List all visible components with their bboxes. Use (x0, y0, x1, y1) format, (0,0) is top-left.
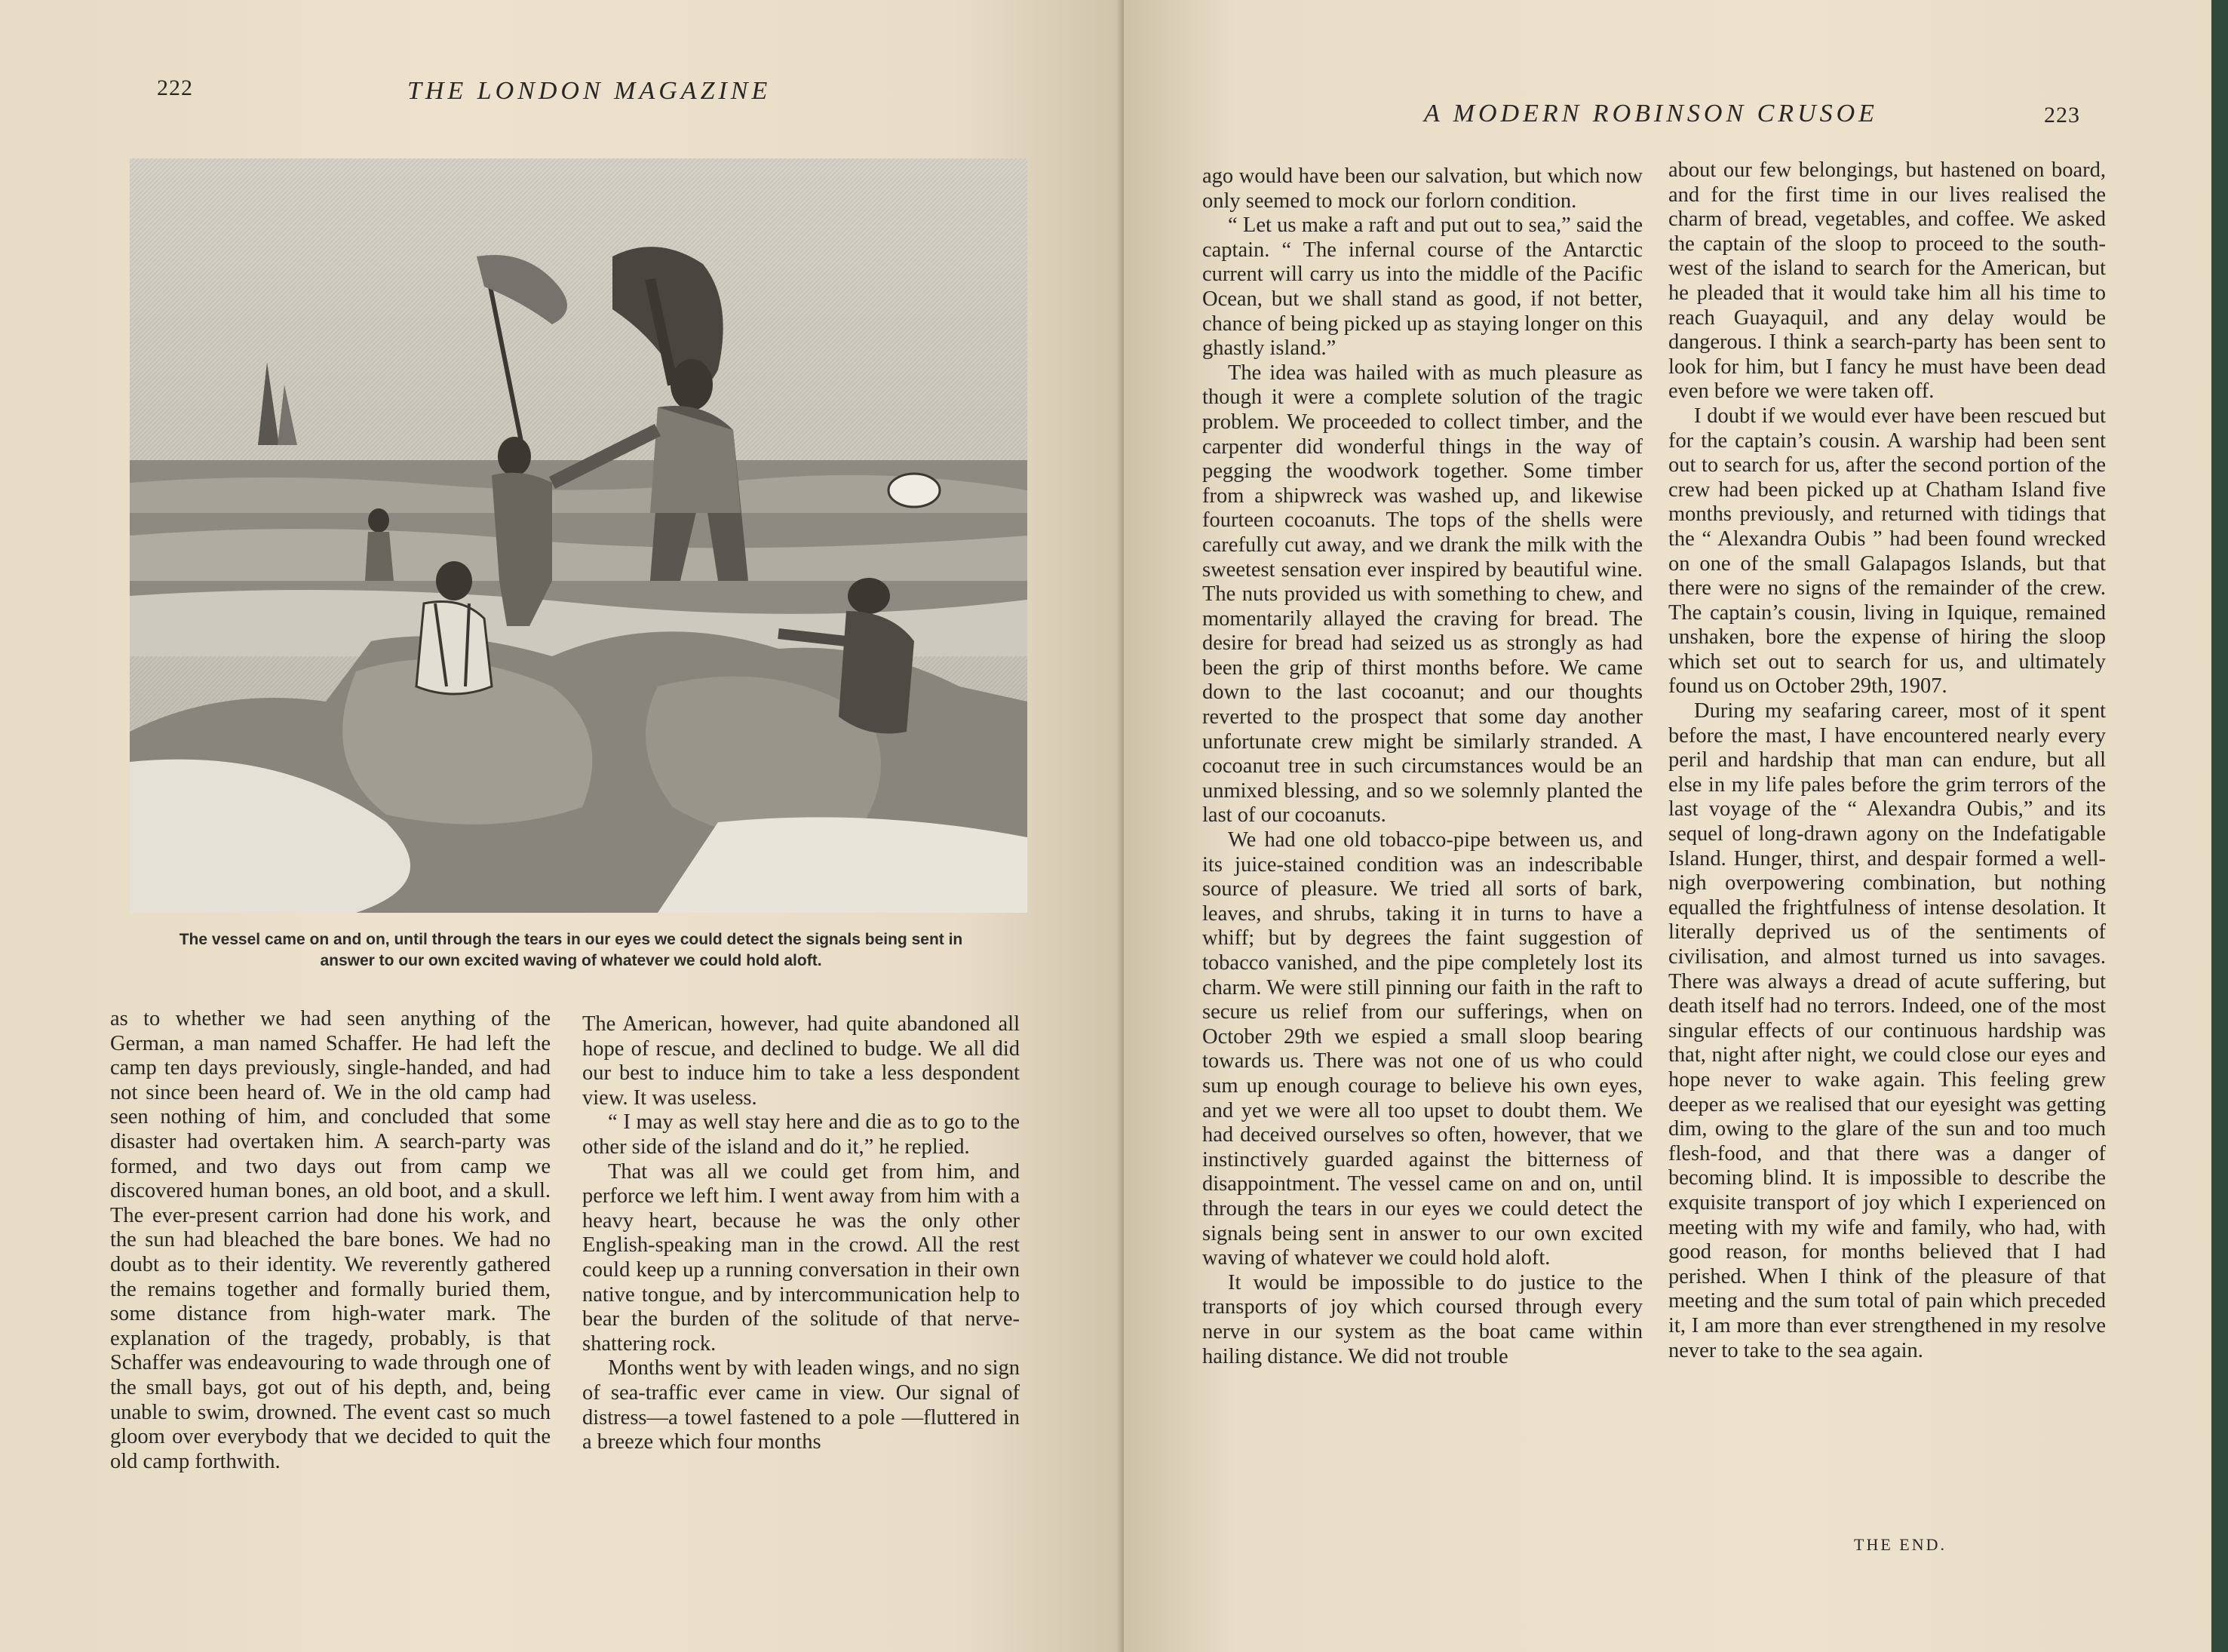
castaways-signalling-engraving-icon (130, 158, 1027, 913)
paragraph: “ Let us make a raft and put out to sea,” said the captain. “ The infernal course of the Antarctic current will carry us into the middle of the Pacific Ocean, but we shall stand as good, if not better, chance of being picked up as staying longer on this ghastly island.” (1202, 213, 1643, 361)
page-number-right: 223 (2044, 103, 2080, 127)
paragraph: The idea was hailed with as much pleasure as though it were a complete solution of the tragic problem. We proceeded to collect timber, and the carpenter did wonderful things in the way of pegging the woodwork together. Some timber from a shipwreck was washed up, and likewise fourteen cocoanuts. The tops of the shells were carefully cut away, and we drank the milk with the sweetest sensation ever inspired by beautiful wine. The nuts provided us with something to chew, and momentarily allayed the craving for bread. The desire for bread had seized us as strongly as had been the grip of thirst months before. We came down to the last cocoanut; and our thoughts reverted to the prospect that some day another unfortunate crew might be similarly stranded. A cocoanut tree in such circumstances would be an unmixed blessing, and so we solemnly planted the last of our cocoanuts. (1202, 361, 1643, 828)
left-page-column-1 (110, 1007, 551, 1474)
paragraph: It would be impossible to do justice to the transports of joy which coursed through every nerve in our system as the boat came within hailing distance. We did not trouble (1202, 1270, 1643, 1368)
left-page-column-2 (582, 1012, 1020, 1455)
paragraph: We had one old tobacco-pipe between us, and its juice-stained condition was an indescribable source of pleasure. We tried all sorts of bark, leaves, and shrubs, taking it in turns to have a whiff; but by degrees the faint suggestion of tobacco vanished, and the pipe completely lost its charm. We were still pinning our faith in the raft to secure us relief from our sufferings, when on October 29th we espied a small sloop bearing towards us. There was not one of us who could sum up enough courage to believe his own eyes, and yet we were all too upset to doubt them. We had deceived ourselves so often, however, that we instinctively guarded against the bitterness of disappointment. The vessel came on and on, until through the tears in our eyes we could detect the signals being sent in answer to our own excited waving of whatever we could hold aloft. (1202, 828, 1643, 1270)
paragraph: I doubt if we would ever have been rescued but for the captain’s cousin. A warship had been sent out to search for us, after the second portion of the crew had been picked up at Chatham Island five months previously, and returned with tidings that the “ Alexandra Oubis ” had been found wrecked on one of the small Galapagos Islands, but that there were no signs of the remainder of the crew. The captain’s cousin, living in Iquique, remained unshaken, bore the expense of hiring the sloop which set out to search for us, and ultimately found us on October 29th, 1907. (1668, 404, 2106, 699)
paragraph: That was all we could get from him, and perforce we left him. I went away from him with a heavy heart, because he was the only other English-speaking man in the crowd. All the rest could keep up a running conversation in their own native tongue, and by intercommunication help to bear the burden of the solitude of that nerve-shattering rock. (582, 1159, 1020, 1356)
paragraph: about our few belongings, but hastened on board, and for the first time in our lives realised the charm of bread, vegetables, and coffee. We asked the captain of the sloop to proceed to the south-west of the island to search for the American, but he pleaded that it would take him all his time to reach Guayaquil, and any delay would be dangerous. I think a search-party has been sent to look for him, but I fancy he must have been dead even before we were taken off. (1668, 158, 2106, 404)
paragraph: The American, however, had quite abandoned all hope of rescue, and declined to budge. We all did our best to induce him to take a less despondent view. It was useless. (582, 1012, 1020, 1110)
paragraph: as to whether we had seen anything of the German, a man named Schaffer. He had left the camp ten days previously, single-handed, and had not since been heard of. We in the old camp had seen nothing of him, and concluded that some disaster had overtaken him. A search-party was formed, and two days out from camp we discovered human bones, an old boot, and a skull. The ever-present carrion had done his work, and the sun had bleached the bare bones. We had no doubt as to their identity. We reverently gathered the remains together and formally buried them, some distance from high-water mark. The explanation of the tragedy, probably, is that Schaffer was endeavouring to wade through one of the small bays, got out of his depth, and, being unable to swim, drowned. The event cast so much gloom over everybody that we decided to quit the old camp forthwith. (110, 1007, 551, 1473)
illustration-caption: The vessel came on and on, until through the tears in our eyes we could detect the signals being sent in answer to our own excited waving of whatever we could hold aloft. (179, 931, 963, 969)
right-page (1124, 0, 2228, 1652)
cover-edge (2211, 0, 2228, 1652)
running-head-left: THE LONDON MAGAZINE (407, 77, 772, 105)
right-page-column-2 (1668, 158, 2106, 1363)
paragraph: “ I may as well stay here and die as to go to the other side of the island and do it,” he replied. (582, 1110, 1020, 1159)
right-page-column-1 (1202, 164, 1643, 1369)
running-head-right: A MODERN ROBINSON CRUSOE (1424, 100, 1878, 127)
end-mark: THE END. (1854, 1535, 1947, 1554)
page-number-left: 222 (157, 75, 193, 100)
paragraph: Months went by with leaden wings, and no sign of sea-traffic ever came in view. Our signal of distress—a towel fastened to a pole —fluttered in a breeze which four months (582, 1356, 1020, 1454)
paragraph: During my seafaring career, most of it spent before the mast, I have encountered nearly every peril and hardship that man can endure, but all else in my life pales before the grim terrors of the last voyage of the “ Alexandra Oubis,” and its sequel of long-drawn agony on the Indefatigable Island. Hunger, thirst, and despair formed a well-nigh overpowering combination, but nothing equalled the frightfulness of intense desolation. It literally deprived us of the sentiments of civilisation, and almost turned us into savages. There was always a dread of acute suffering, but death itself had no terrors. Indeed, one of the most singular effects of our continuous hardship was that, night after night, we could close our eyes and hope never to wake again. This feeling grew deeper as we realised that our eyesight was getting dim, owing to the glare of the sun and too much flesh-food, and that there was a danger of becoming blind. It is impossible to describe the exquisite transport of joy which I experienced on meeting with my wife and family, who had, with good reason, for months believed that I had perished. When I think of the pleasure of that meeting and the sum total of pain which preceded it, I am more than ever strengthened in my resolve never to take to the sea again. (1668, 699, 2106, 1362)
paragraph: ago would have been our salvation, but which now only seemed to mock our forlorn condition. (1202, 164, 1643, 213)
